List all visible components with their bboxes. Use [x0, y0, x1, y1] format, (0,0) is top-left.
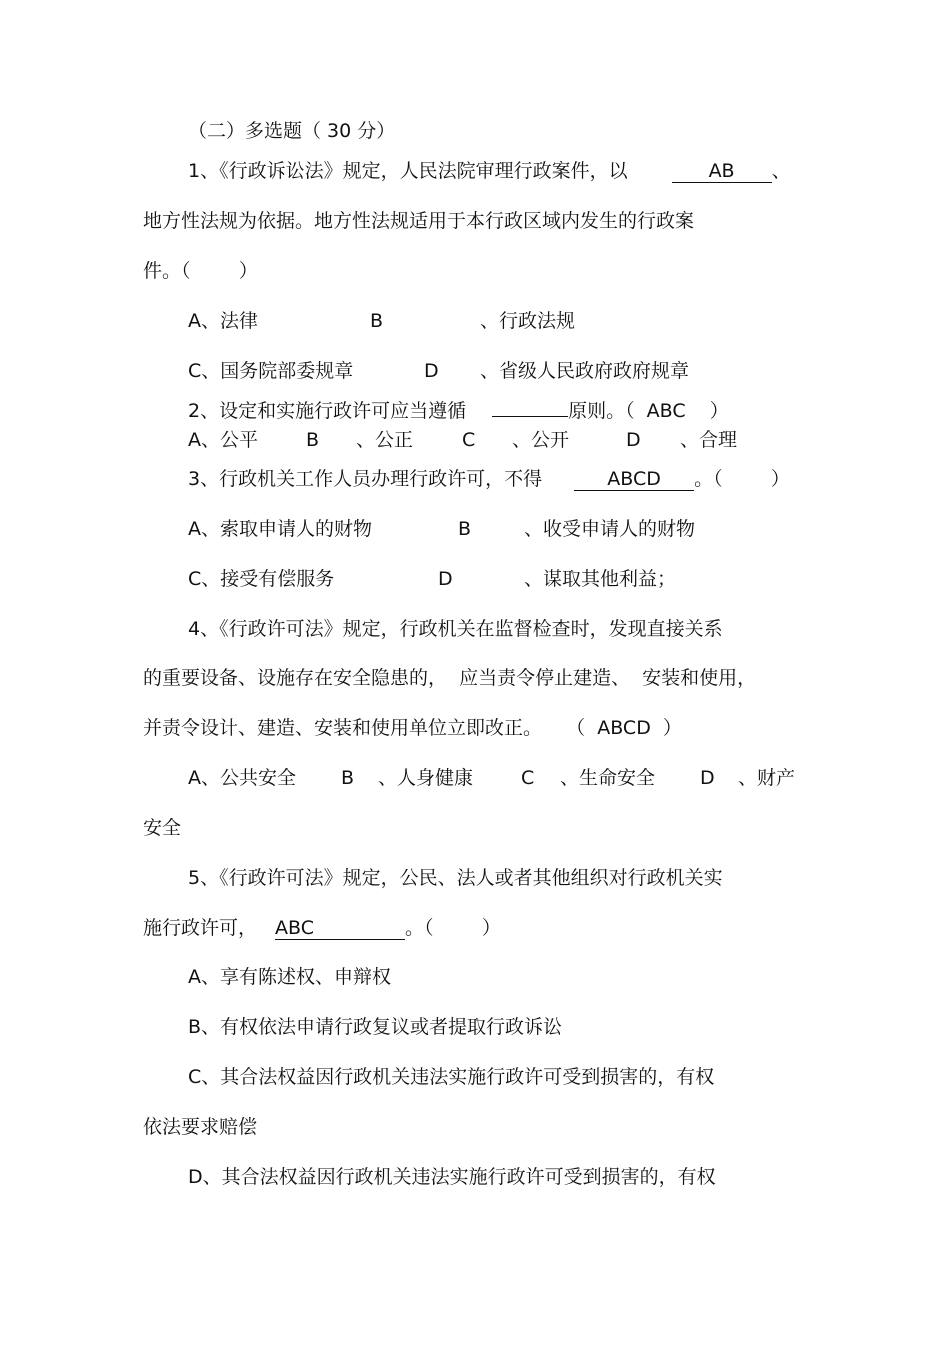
q4-stem-line3: 并责令设计、建造、安装和使用单位立即改正。 （ ABCD ）	[143, 717, 682, 739]
q3-stem-pre: 3、行政机关工作人员办理行政许可，不得	[188, 468, 543, 490]
q2-option-c-letter: C	[462, 429, 476, 451]
q5-stem-line1: 5、《行政许可法》规定，公民、法人或者其他组织对行政机关实	[188, 867, 723, 889]
q2-stem-pre: 2、设定和实施行政许可应当遵循	[188, 400, 467, 422]
q3-stem-post: 。（ ）	[694, 468, 790, 490]
q1-stem-line3: 件。（ ）	[143, 260, 258, 282]
q1-option-d-text: 、省级人民政府政府规章	[480, 360, 690, 382]
q2-stem-post: 原则。（ ABC ）	[568, 400, 729, 422]
q2-option-c-text: 、公开	[512, 429, 570, 451]
q3-answer-blank: ABCD	[574, 468, 694, 491]
q3-option-b-text: 、收受申请人的财物	[524, 518, 696, 540]
q1-stem-pre: 1、《行政诉讼法》规定，人民法院审理行政案件，以	[188, 160, 628, 182]
q1-option-c: C、国务院部委规章	[188, 360, 354, 382]
q4-option-d-letter: D	[700, 767, 715, 789]
q3-option-d-letter: D	[438, 568, 453, 590]
question-1-stem	[188, 158, 791, 184]
q4-stem-line2: 的重要设备、设施存在安全隐患的， 应当责令停止建造、 安装和使用，	[143, 667, 757, 689]
q5-option-a: A、享有陈述权、申辩权	[188, 966, 391, 988]
q2-option-b-text: 、公正	[356, 429, 414, 451]
q3-option-d-text: 、谋取其他利益；	[524, 568, 677, 590]
q3-option-b-letter: B	[458, 518, 472, 540]
q4-stem-line1: 4、《行政许可法》规定，行政机关在监督检查时，发现直接关系	[188, 618, 723, 640]
question-5-stem-line2	[143, 915, 501, 941]
q1-option-a: A、法律	[188, 310, 258, 332]
q1-stem-line2: 地方性法规为依据。地方性法规适用于本行政区域内发生的行政案	[143, 210, 695, 232]
q5-stem-pre: 施行政许可，	[143, 917, 258, 939]
q1-answer-blank: AB	[672, 160, 772, 183]
q1-option-b-text: 、行政法规	[480, 310, 576, 332]
q4-option-d-text: 、财产	[738, 767, 796, 789]
q4-option-d-continued: 安全	[143, 817, 182, 839]
q4-option-c-text: 、生命安全	[560, 767, 656, 789]
q5-option-d: D、其合法权益因行政机关违法实施行政许可受到损害的，有权	[188, 1166, 716, 1188]
q4-option-a: A、公共安全	[188, 767, 296, 789]
q1-option-d-letter: D	[424, 360, 439, 382]
q5-answer-blank: ABC	[275, 917, 405, 940]
q2-option-d-text: 、合理	[680, 429, 738, 451]
q5-option-c-continued: 依法要求赔偿	[143, 1116, 258, 1138]
q5-option-c: C、其合法权益因行政机关违法实施行政许可受到损害的，有权	[188, 1066, 715, 1088]
q4-option-b-text: 、人身健康	[378, 767, 474, 789]
q2-answer-blank	[492, 416, 568, 417]
question-3-stem	[188, 466, 790, 492]
q4-option-c-letter: C	[521, 767, 535, 789]
q2-option-d-letter: D	[626, 429, 641, 451]
q3-option-a: A、索取申请人的财物	[188, 518, 372, 540]
q5-stem-post: 。（ ）	[405, 917, 501, 939]
q5-option-b: B、有权依法申请行政复议或者提取行政诉讼	[188, 1016, 563, 1038]
question-2-stem	[188, 398, 729, 424]
q2-option-a: A、公平	[188, 429, 258, 451]
q1-option-b-letter: B	[370, 310, 384, 332]
q4-option-b-letter: B	[341, 767, 355, 789]
q2-option-b-letter: B	[306, 429, 320, 451]
q3-option-c: C、接受有偿服务	[188, 568, 335, 590]
q1-stem-post: 、	[771, 160, 791, 182]
section-title: （二）多选题（ 30 分）	[188, 120, 396, 142]
